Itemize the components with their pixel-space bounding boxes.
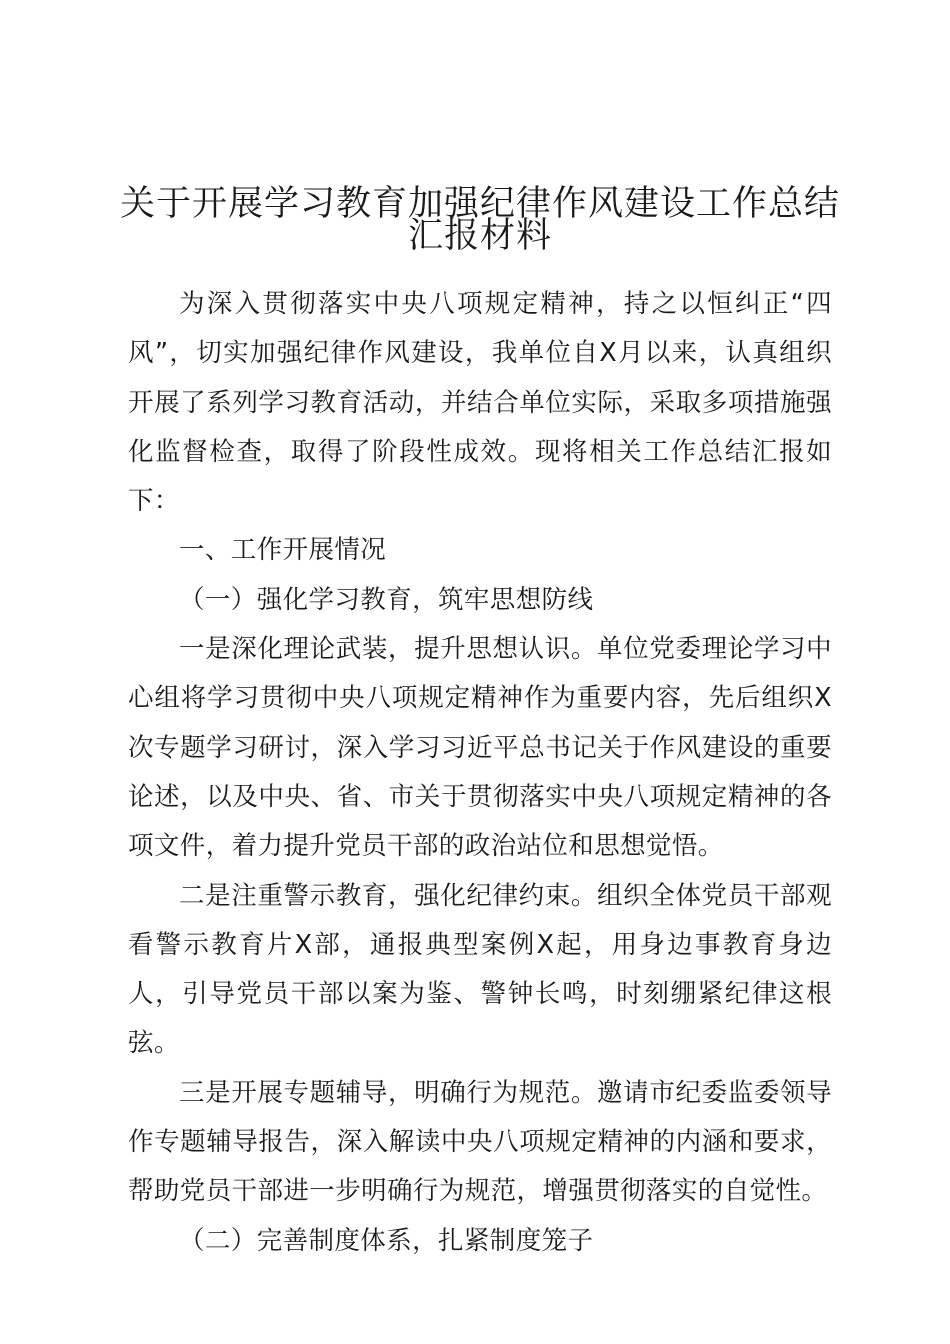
subsection-heading-2: （二）完善制度体系，扎紧制度笼子 — [179, 1225, 594, 1256]
document-title-line-2: 汇报材料 — [407, 216, 552, 256]
paragraph-point-1: 一是深化理论武装，提升思想认识。单位党委理论学习中心组将学习贯彻中央八项规定精神作为重要内容，先后组织X次专题学习研讨，深入学习习近平总书记关于作风建设的重要论述，以及中央、省、市关于贯彻落实中央八项规定精神的各项文件，着力提升党员干部的政治站位和思想觉悟。 — [128, 634, 832, 862]
paragraph-point-2: 二是注重警示教育，强化纪律约束。组织全体党员干部观看警示教育片X部，通报典型案例X起，用身边事教育身边人，引导党员干部以案为鉴、警钟长鸣，时刻绷紧纪律这根弦。 — [128, 880, 832, 1059]
intro-paragraph: 为深入贯彻落实中央八项规定精神，持之以恒纠正“四风”，切实加强纪律作风建设，我单位自X月以来，认真组织开展了系列学习教育活动，并结合单位实际，采取多项措施强化监督检查，取得了阶段性成效。现将相关工作总结汇报如下： — [128, 289, 832, 517]
document-title-line-1: 关于开展学习教育加强纪律作风建设工作总结 — [119, 184, 840, 224]
document-body — [128, 280, 832, 1266]
subsection-heading-1: （一）强化学习教育，筑牢思想防线 — [179, 584, 594, 615]
section-heading-1: 一、工作开展情况 — [179, 535, 387, 566]
paragraph-point-3: 三是开展专题辅导，明确行为规范。邀请市纪委监委领导作专题辅导报告，深入解读中央八项规定精神的内涵和要求，帮助党员干部进一步明确行为规范，增强贯彻落实的自觉性。 — [128, 1077, 832, 1207]
